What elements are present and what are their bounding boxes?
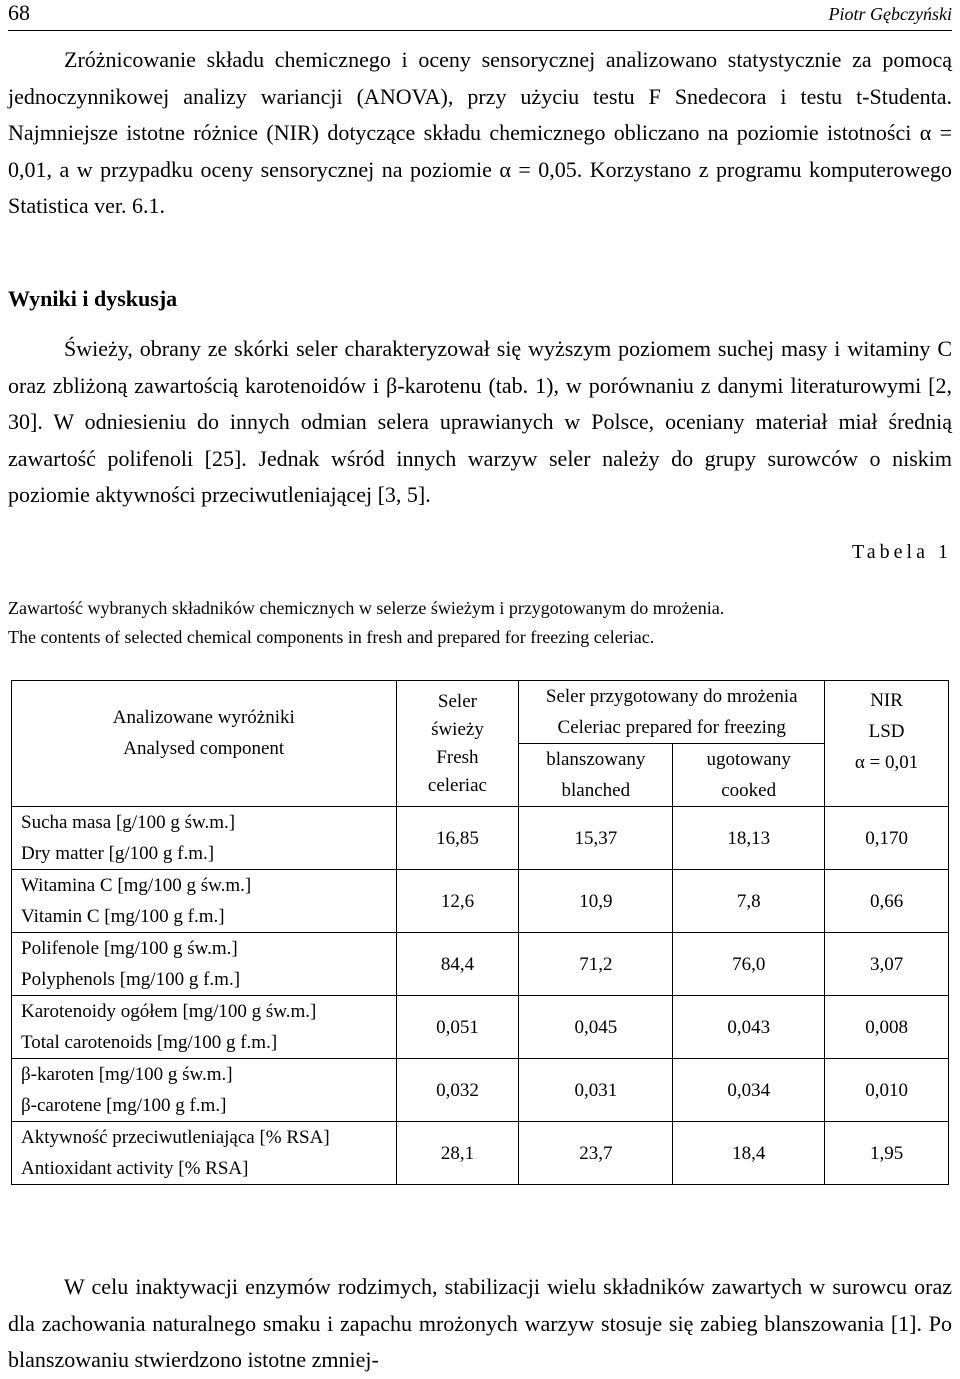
table-caption-pl: Zawartość wybranych składników chemicznych w selerze świeżym i przygotowanym do mrożenia. xyxy=(8,598,725,618)
page-number: 68 xyxy=(8,0,30,25)
row-name-dry-matter xyxy=(12,807,397,870)
header-fresh-pl-2: świeży xyxy=(431,718,484,740)
cell-blanched: 0,031 xyxy=(519,1059,673,1122)
cell-fresh: 12,6 xyxy=(396,870,519,933)
page-header xyxy=(8,0,952,31)
paragraph-results xyxy=(8,331,952,514)
header-cooked xyxy=(673,744,825,807)
header-nir-en: LSD xyxy=(868,721,905,742)
cell-fresh: 28,1 xyxy=(396,1122,519,1185)
header-component-en: Analysed component xyxy=(123,737,285,759)
paragraph-methods-text: Zróżnicowanie składu chemicznego i oceny sensorycznej analizowano statystycznie za pomocą jednoczynnikowej analizy wariancji (ANOVA), przy użyciu testu F Snedecora i testu t-Studenta. Najmniejsze istotne różnice (NIR) dotyczące składu chemicznego obliczano na poziomie istotności α = 0,01, a w przypadku oceny sensorycznej na poziomie α = 0,05. Korzystano z programu komputerowego Statistica ver. 6.1. xyxy=(8,47,952,218)
cell-nir: 0,008 xyxy=(825,996,949,1059)
cell-blanched: 0,045 xyxy=(519,996,673,1059)
paragraph-results-text: Świeży, obrany ze skórki seler charakteryzował się wyższym poziomem suchej masy i witaminy C oraz zbliżoną zawartością karotenoidów i β-karotenu (tab. 1), w porównaniu z danymi literaturowymi [2, 30]. W odniesieniu do innych odmian selera uprawianych w Polsce, oceniany materiał miał średnią zawartość polifenoli [25]. Jednak wśród innych warzyw seler należy do grupy surowców o niskim poziomie aktywności przeciwutleniającej [3, 5]. xyxy=(8,336,952,507)
header-component xyxy=(12,681,397,807)
header-prepared xyxy=(519,681,825,744)
header-nir-pl: NIR xyxy=(870,690,903,711)
cell-fresh: 84,4 xyxy=(396,933,519,996)
cell-nir: 0,66 xyxy=(825,870,949,933)
table-row xyxy=(12,933,949,996)
row-name-en: Polyphenols [mg/100 g f.m.] xyxy=(21,969,241,990)
header-prepared-pl: Seler przygotowany do mrożenia xyxy=(545,686,798,707)
row-name-carotenoids xyxy=(12,996,397,1059)
header-fresh-en-1: Fresh xyxy=(436,746,479,768)
paragraph-blanching-text: W celu inaktywacji enzymów rodzimych, stabilizacji wielu składników zawartych w surowcu oraz dla zachowania naturalnego smaku i zapachu mrożonych warzyw stosuje się zabieg blanszowania [1]. Po blanszowaniu stwierdzono istotne zmniej- xyxy=(8,1274,952,1372)
header-nir-alpha: α = 0,01 xyxy=(854,752,919,773)
chemical-components-table xyxy=(11,680,949,1185)
row-name-antioxidant-activity xyxy=(12,1122,397,1185)
header-blanched-en: blanched xyxy=(561,780,631,801)
table-row xyxy=(12,1122,949,1185)
cell-nir: 0,170 xyxy=(825,807,949,870)
row-name-pl: Karotenoidy ogółem [mg/100 g św.m.] xyxy=(21,1001,317,1022)
header-fresh xyxy=(396,681,519,807)
cell-nir: 1,95 xyxy=(825,1122,949,1185)
cell-blanched: 15,37 xyxy=(519,807,673,870)
table-header-row-1 xyxy=(12,681,949,744)
table-caption-en: The contents of selected chemical components in fresh and prepared for freezing celeriac. xyxy=(8,627,655,647)
table-row xyxy=(12,807,949,870)
cell-nir: 0,010 xyxy=(825,1059,949,1122)
cell-blanched: 10,9 xyxy=(519,870,673,933)
header-blanched xyxy=(519,744,673,807)
header-fresh-pl-1: Seler xyxy=(437,690,477,712)
row-name-en: Dry matter [g/100 g f.m.] xyxy=(21,843,215,864)
cell-cooked: 18,13 xyxy=(673,807,825,870)
header-cooked-en: cooked xyxy=(721,780,777,801)
row-name-beta-carotene xyxy=(12,1059,397,1122)
header-fresh-en-2: celeriac xyxy=(427,774,487,796)
row-name-polyphenols xyxy=(12,933,397,996)
cell-fresh: 16,85 xyxy=(396,807,519,870)
table-row xyxy=(12,870,949,933)
cell-blanched: 23,7 xyxy=(519,1122,673,1185)
table-row xyxy=(12,1059,949,1122)
cell-cooked: 0,034 xyxy=(673,1059,825,1122)
cell-blanched: 71,2 xyxy=(519,933,673,996)
header-nir xyxy=(825,681,949,807)
row-name-vitamin-c xyxy=(12,870,397,933)
header-component-pl: Analizowane wyróżniki xyxy=(112,706,295,728)
cell-fresh: 0,032 xyxy=(396,1059,519,1122)
row-name-en: Total carotenoids [mg/100 g f.m.] xyxy=(21,1032,278,1053)
row-name-pl: Witamina C [mg/100 g św.m.] xyxy=(21,875,252,896)
cell-cooked: 7,8 xyxy=(673,870,825,933)
row-name-en: β-carotene [mg/100 g f.m.] xyxy=(21,1095,227,1116)
cell-cooked: 76,0 xyxy=(673,933,825,996)
header-prepared-en: Celeriac prepared for freezing xyxy=(557,717,786,738)
header-blanched-pl: blanszowany xyxy=(546,749,646,770)
section-heading: Wyniki i dyskusja xyxy=(8,286,178,311)
cell-cooked: 0,043 xyxy=(673,996,825,1059)
row-name-en: Vitamin C [mg/100 g f.m.] xyxy=(21,906,225,927)
paragraph-blanching xyxy=(8,1269,952,1379)
cell-nir: 3,07 xyxy=(825,933,949,996)
row-name-pl: β-karoten [mg/100 g św.m.] xyxy=(21,1064,233,1085)
paragraph-methods xyxy=(8,42,952,225)
cell-cooked: 18,4 xyxy=(673,1122,825,1185)
row-name-pl: Aktywność przeciwutleniająca [% RSA] xyxy=(21,1127,330,1148)
table-row xyxy=(12,996,949,1059)
row-name-pl: Sucha masa [g/100 g św.m.] xyxy=(21,812,236,833)
running-author: Piotr Gębczyński xyxy=(828,4,952,24)
cell-fresh: 0,051 xyxy=(396,996,519,1059)
row-name-en: Antioxidant activity [% RSA] xyxy=(21,1158,249,1179)
table-label: Tabela 1 xyxy=(851,541,952,563)
header-cooked-pl: ugotowany xyxy=(706,749,791,770)
row-name-pl: Polifenole [mg/100 g św.m.] xyxy=(21,938,238,959)
